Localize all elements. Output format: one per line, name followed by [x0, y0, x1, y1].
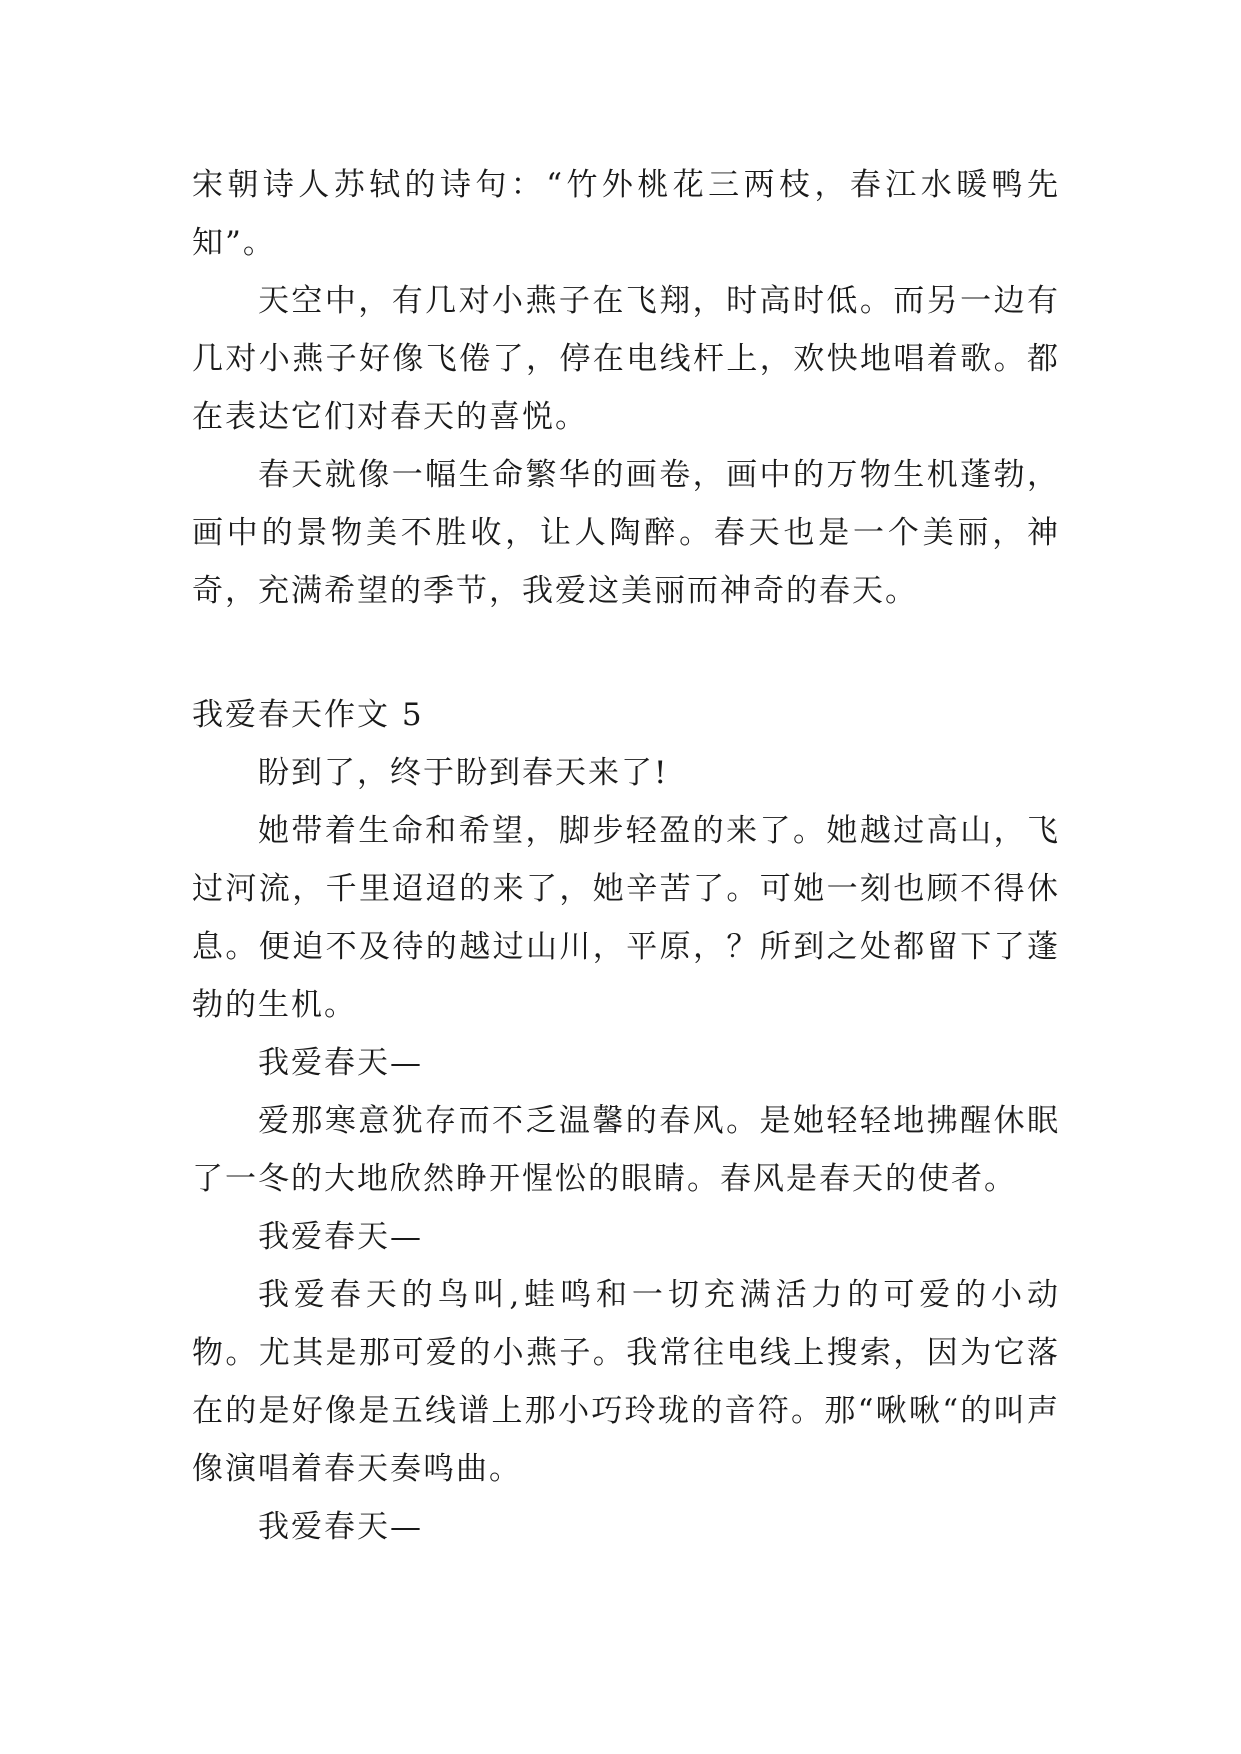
paragraph-swallows: 天空中，有几对小燕子在飞翔，时高时低。而另一边有几对小燕子好像飞倦了，停在电线杆上，欢快地唱着歌。都在表达它们对春天的喜悦。: [192, 283, 1060, 435]
paragraph-spring-animals: 我爱春天的鸟叫,蛙鸣和一切充满活力的可爱的小动物。尤其是那可爱的小燕子。我常往电线上搜索，因为它落在的是好像是五线谱上那小巧玲珑的音符。那“啾啾“的叫声像演唱着春天奏鸣曲。: [192, 1277, 1060, 1487]
paragraph-spring-arrived: 盼到了，终于盼到春天来了!: [258, 755, 669, 791]
paragraph-spring-breeze: 爱那寒意犹存而不乏温馨的春风。是她轻轻地拂醒休眠了一冬的大地欣然睁开惺忪的眼睛。春风是春天的使者。: [192, 1103, 1060, 1197]
paragraph-poem-quote: 宋朝诗人苏轼的诗句：“竹外桃花三两枝，春江水暖鸭先知”。: [192, 167, 1060, 261]
paragraph-i-love-spring-3: 我爱春天—: [258, 1509, 423, 1545]
paragraph-spring-journey: 她带着生命和希望，脚步轻盈的来了。她越过高山，飞过河流，千里迢迢的来了，她辛苦了。可她一刻也顾不得休息。便迫不及待的越过山川，平原，？所到之处都留下了蓬勃的生机。: [192, 813, 1060, 1023]
paragraph-i-love-spring-1: 我爱春天—: [258, 1045, 423, 1081]
document-body: [192, 156, 1060, 1556]
section-title: 我爱春天作文 5: [192, 697, 424, 733]
paragraph-spring-scroll: 春天就像一幅生命繁华的画卷，画中的万物生机蓬勃，画中的景物美不胜收，让人陶醉。春天也是一个美丽，神奇，充满希望的季节，我爱这美丽而神奇的春天。: [192, 457, 1060, 609]
paragraph-i-love-spring-2: 我爱春天—: [258, 1219, 423, 1255]
